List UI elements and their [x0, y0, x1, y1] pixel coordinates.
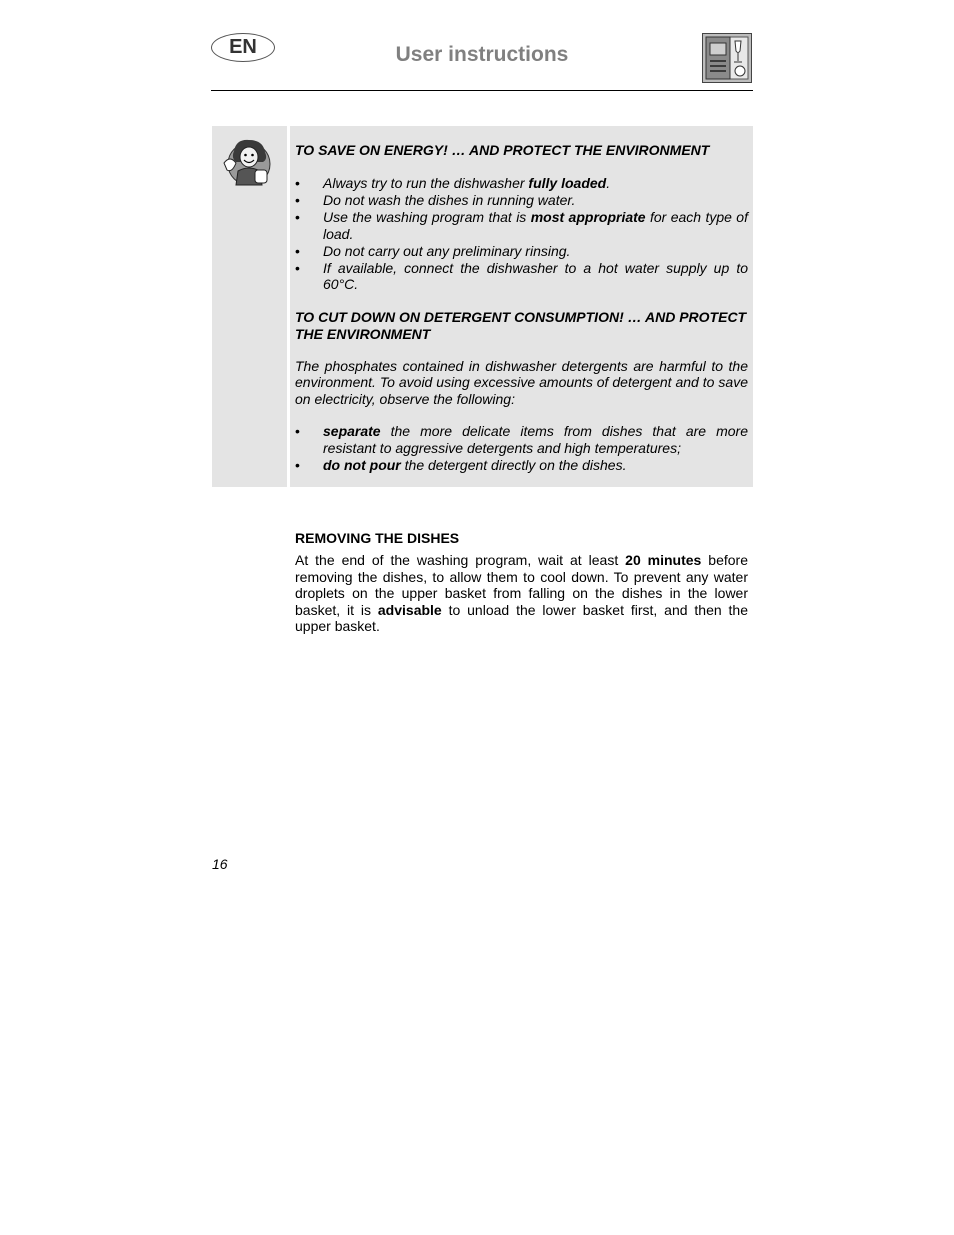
removing-paragraph: At the end of the washing program, wait at least 20 minutes before removing the dishes, to allow them to cool down. To prevent any water droplets on the upper basket from falling on the dishes in the lower basket, it is advisable to unload the lower basket first, and then the upper basket. [295, 552, 749, 635]
list-item: • Use the washing program that is most appropriate for each type of load. [295, 209, 748, 242]
page-number: 16 [212, 856, 228, 872]
removing-heading: REMOVING THE DISHES [295, 530, 460, 546]
list-item: • Do not carry out any preliminary rinsing. [295, 242, 571, 259]
dishwasher-icon [702, 33, 752, 83]
list-item: • Always try to run the dishwasher fully loaded. [295, 175, 611, 192]
language-badge-label: EN [229, 36, 257, 58]
bullet-icon: • [295, 456, 300, 473]
language-badge [211, 33, 275, 62]
mascot-icon [222, 137, 272, 189]
detergent-intro: The phosphates contained in dishwasher detergents are harmful to the environment. To avoid using excessive amounts of detergent and to save on electricity, observe the following: [295, 358, 748, 407]
energy-heading: TO SAVE ON ENERGY! … AND PROTECT THE ENVIRONMENT [295, 142, 710, 158]
list-item: • separate the more delicate items from dishes that are more resistant to aggressive detergents and high temperatures; [295, 423, 748, 456]
bullet-icon: • [295, 259, 300, 276]
tip-content [295, 142, 748, 474]
tip-box-separator [287, 126, 290, 487]
detergent-heading: TO CUT DOWN ON DETERGENT CONSUMPTION! … AND PROTECT THE ENVIRONMENT [295, 309, 747, 342]
list-item: • do not pour the detergent directly on the dishes. [295, 456, 627, 473]
detergent-list [295, 423, 748, 473]
list-item: • Do not wash the dishes in running water. [295, 192, 576, 209]
removing-section [295, 530, 748, 634]
bullet-icon: • [295, 175, 300, 192]
bullet-icon: • [295, 209, 300, 226]
list-item: • If available, connect the dishwasher to a hot water supply up to 60°C. [295, 259, 748, 293]
bullet-icon: • [295, 423, 300, 440]
header-divider [211, 90, 753, 91]
energy-list [295, 175, 748, 292]
bullet-icon: • [295, 192, 300, 209]
bullet-icon: • [295, 242, 300, 259]
page-title: User instructions [395, 43, 569, 66]
